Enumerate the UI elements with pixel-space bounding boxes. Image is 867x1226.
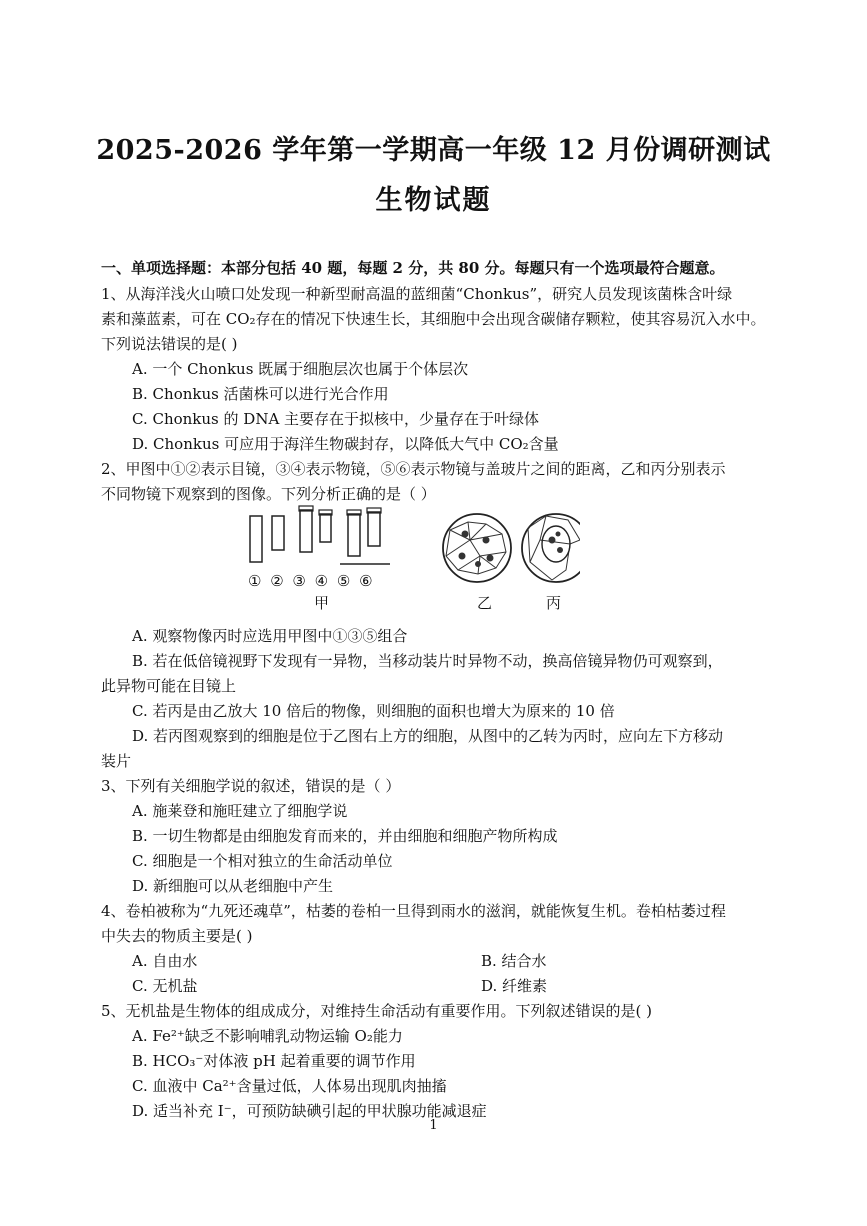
q1-stem-line-2: 素和藻蓝素，可在 CO₂存在的情况下快速生长，其细胞中会出现含碳储存颗粒，使其容易沉入水中。	[101, 310, 766, 328]
q1-stem-line-1: 1、从海洋浅火山喷口处发现一种新型耐高温的蓝细菌“Chonkus”，研究人员发现该菌株含叶绿	[101, 285, 733, 303]
q4-stem-line-1: 4、卷柏被称为“九死还魂草”，枯萎的卷柏一旦得到雨水的滋润，就能恢复生机。卷柏枯萎过程	[101, 902, 726, 920]
q2-option-c: C. 若丙是由乙放大 10 倍后的物像，则细胞的面积也增大为原来的 10 倍	[132, 702, 615, 720]
objective-4	[320, 514, 331, 542]
q1-option-b: B. Chonkus 活菌株可以进行光合作用	[132, 385, 389, 403]
q5-stem: 5、无机盐是生物体的组成成分，对维持生命活动有重要作用。下列叙述错误的是( )	[101, 1002, 653, 1020]
q2-option-a: A. 观察物像丙时应选用甲图中①③⑤组合	[132, 627, 408, 645]
q5-option-d: D. 适当补充 I⁻，可预防缺碘引起的甲状腺功能减退症	[132, 1102, 487, 1120]
q2-option-b: B. 若在低倍镜视野下发现有一异物，当移动装片时异物不动，换高倍镜异物仍可观察到，	[132, 652, 723, 670]
q5-option-b: B. HCO₃⁻对体液 pH 起着重要的调节作用	[132, 1052, 416, 1070]
view-yi	[443, 514, 511, 582]
figure-label-bing: 丙	[546, 594, 562, 612]
q4-option-d: D. 纤维素	[481, 977, 548, 995]
q1-option-a: A. 一个 Chonkus 既属于细胞层次也属于个体层次	[132, 360, 469, 378]
objective-distance-5	[348, 514, 360, 556]
section-heading: 一、单项选择题：本部分包括 40 题，每题 2 分，共 80 分。每题只有一个选项最符合题意。	[101, 259, 725, 277]
q3-stem: 3、下列有关细胞学说的叙述，错误的是（ ）	[101, 777, 401, 795]
figure-label-jia: 甲	[314, 594, 330, 612]
q4-option-c: C. 无机盐	[132, 977, 198, 995]
q2-option-b-cont: 此异物可能在目镜上	[101, 677, 237, 695]
q5-option-c: C. 血液中 Ca²⁺含量过低，人体易出现肌肉抽搐	[132, 1077, 447, 1095]
microscope-figure	[240, 500, 580, 612]
objective-distance-6	[368, 512, 380, 546]
eyepiece-1	[250, 516, 262, 562]
objective-3	[300, 510, 312, 552]
page-number: 1	[429, 1118, 438, 1133]
q5-option-a: A. Fe²⁺缺乏不影响哺乳动物运输 O₂能力	[132, 1027, 403, 1045]
q2-stem-line-1: 2、甲图中①②表示目镜，③④表示物镜，⑤⑥表示物镜与盖玻片之间的距离，乙和丙分别表示	[101, 460, 726, 478]
microscope-diagram	[240, 500, 580, 612]
q1-stem-line-3: 下列说法错误的是( )	[101, 335, 238, 353]
view-bing	[522, 514, 580, 582]
eyepiece-2	[272, 516, 284, 550]
exam-subtitle: 生物试题	[375, 185, 492, 216]
q2-option-d-cont: 装片	[101, 752, 132, 770]
figure-markers: ① ② ③ ④ ⑤ ⑥	[248, 572, 375, 590]
q2-option-d: D. 若丙图观察到的细胞是位于乙图右上方的细胞，从图中的乙转为丙时，应向左下方移动	[132, 727, 724, 745]
q3-option-a: A. 施莱登和施旺建立了细胞学说	[132, 802, 348, 820]
exam-title: 2025-2026 学年第一学期高一年级 12 月份调研测试	[96, 135, 771, 166]
q3-option-b: B. 一切生物都是由细胞发育而来的，并由细胞和细胞产物所构成	[132, 827, 558, 845]
q4-option-a: A. 自由水	[132, 952, 198, 970]
q4-option-b: B. 结合水	[481, 952, 547, 970]
q3-option-d: D. 新细胞可以从老细胞中产生	[132, 877, 334, 895]
q3-option-c: C. 细胞是一个相对独立的生命活动单位	[132, 852, 393, 870]
figure-label-yi: 乙	[477, 594, 493, 612]
q1-option-c: C. Chonkus 的 DNA 主要存在于拟核中，少量存在于叶绿体	[132, 410, 540, 428]
q2-stem-line-2: 不同物镜下观察到的图像。下列分析正确的是（ ）	[101, 485, 436, 503]
q1-option-d: D. Chonkus 可应用于海洋生物碳封存，以降低大气中 CO₂含量	[132, 435, 559, 453]
q4-stem-line-2: 中失去的物质主要是( )	[101, 927, 253, 945]
